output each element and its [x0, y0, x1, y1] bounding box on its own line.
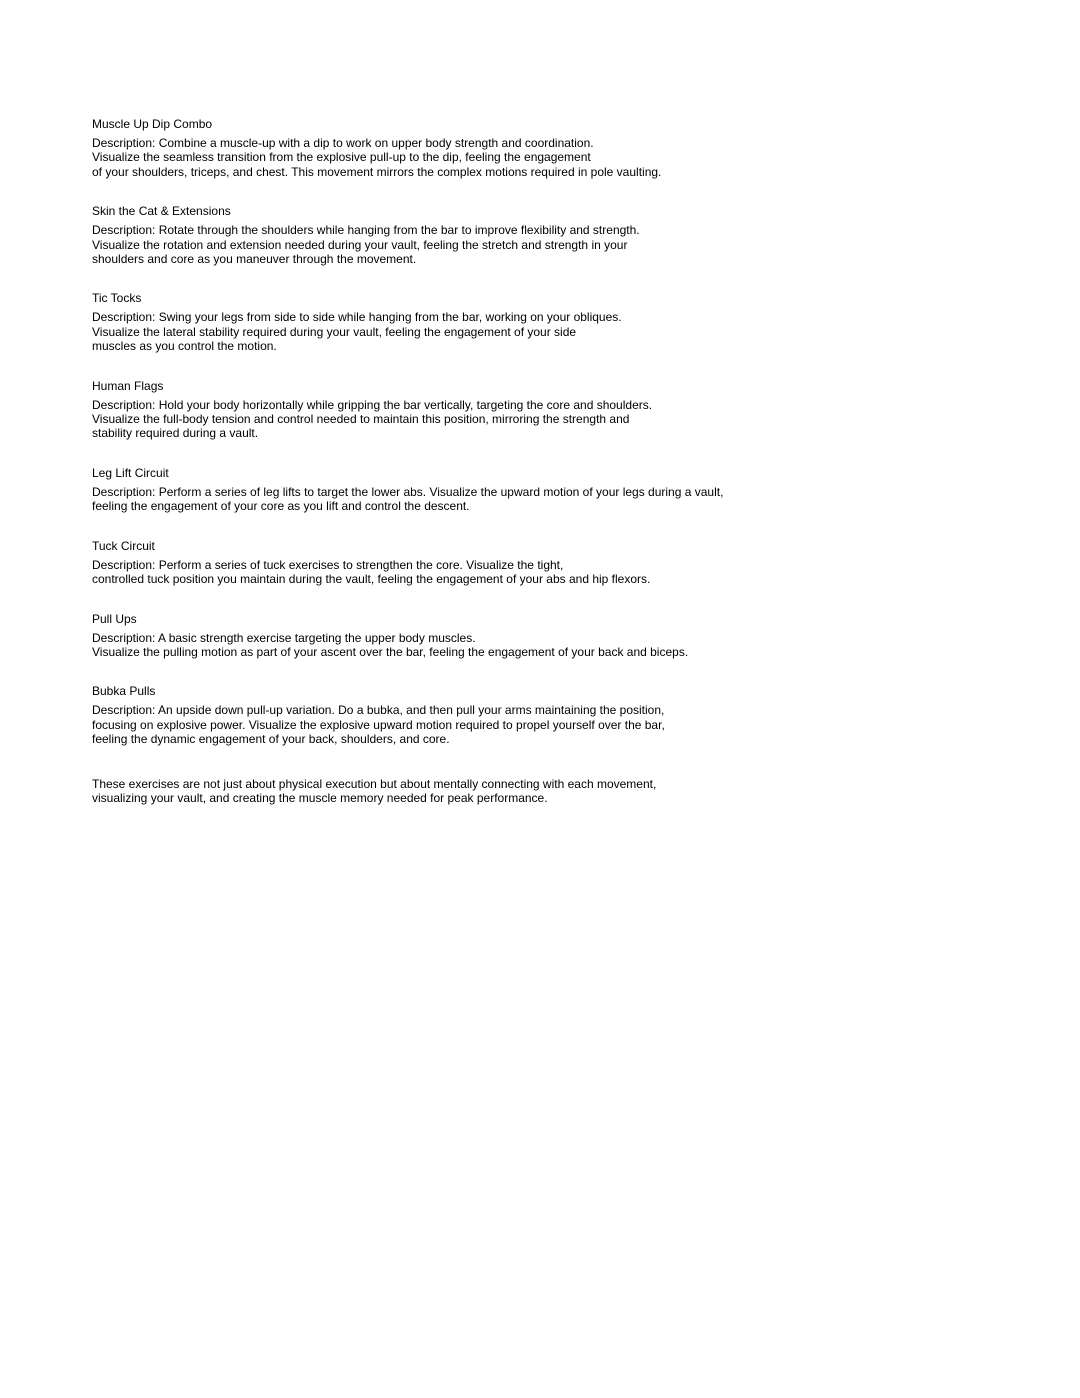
description-line: focusing on explosive power. Visualize the explosive upward motion required to propel yourself over the bar,: [92, 717, 665, 732]
description-line: Description: Perform a series of leg lifts to target the lower abs. Visualize the upward motion of your legs during a vault,: [92, 484, 724, 499]
description-line: Visualize the full-body tension and control needed to maintain this position, mirroring the strength and: [92, 412, 630, 427]
exercise-title: Leg Lift Circuit: [92, 465, 169, 480]
document-page: [92, 117, 992, 805]
exercise-description: [92, 558, 992, 587]
description-line: Visualize the pulling motion as part of your ascent over the bar, feeling the engagement of your back and biceps.: [92, 644, 689, 659]
description-line: Description: Combine a muscle-up with a dip to work on upper body strength and coordination.: [92, 136, 594, 150]
description-line: Description: Perform a series of tuck exercises to strengthen the core. Visualize the tight,: [92, 557, 564, 572]
exercise-title: Bubka Pulls: [92, 684, 156, 699]
exercise-title: Human Flags: [92, 378, 164, 393]
description-line: Description: Rotate through the shoulders while hanging from the bar to improve flexibility and strength.: [92, 223, 640, 238]
description-line: Description: Swing your legs from side to side while hanging from the bar, working on your obliques.: [92, 310, 622, 325]
description-line: Visualize the lateral stability required during your vault, feeling the engagement of your side: [92, 324, 577, 339]
description-line: Description: A basic strength exercise targeting the upper body muscles.: [92, 630, 476, 645]
exercise-list: [92, 117, 992, 747]
description-line: Visualize the seamless transition from the explosive pull-up to the dip, feeling the engagement: [92, 150, 591, 165]
description-line: of your shoulders, triceps, and chest. This movement mirrors the complex motions required in pole vaulting.: [92, 164, 662, 179]
exercise-section: [92, 379, 992, 441]
exercise-title: Muscle Up Dip Combo: [92, 117, 213, 131]
exercise-title: Skin the Cat & Extensions: [92, 204, 231, 219]
exercise-description: [92, 136, 992, 179]
exercise-section: [92, 684, 992, 746]
closing-paragraph: [92, 777, 992, 806]
description-line: feeling the engagement of your core as you lift and control the descent.: [92, 499, 470, 514]
description-line: Description: An upside down pull-up variation. Do a bubka, and then pull your arms maintaining the position,: [92, 703, 665, 718]
description-line: muscles as you control the motion.: [92, 339, 277, 354]
exercise-title: Tic Tocks: [92, 291, 142, 306]
description-line: Description: Hold your body horizontally while gripping the bar vertically, targeting the core and shoulders.: [92, 397, 653, 412]
closing-line: These exercises are not just about physical execution but about mentally connecting with each movement,: [92, 776, 657, 791]
exercise-description: [92, 398, 992, 441]
exercise-section: [92, 466, 992, 514]
description-line: controlled tuck position you maintain during the vault, feeling the engagement of your abs and hip flexors.: [92, 572, 651, 587]
exercise-title: Tuck Circuit: [92, 538, 155, 553]
exercise-section: [92, 612, 992, 660]
exercise-title: Pull Ups: [92, 611, 137, 626]
exercise-section: [92, 291, 992, 353]
description-line: stability required during a vault.: [92, 426, 259, 441]
description-line: feeling the dynamic engagement of your back, shoulders, and core.: [92, 732, 450, 747]
description-line: shoulders and core as you maneuver through the movement.: [92, 252, 417, 267]
description-line: Visualize the rotation and extension needed during your vault, feeling the stretch and strength in your: [92, 237, 628, 252]
exercise-section: [92, 117, 992, 179]
exercise-description: [92, 310, 992, 353]
exercise-section: [92, 539, 992, 587]
exercise-section: [92, 204, 992, 266]
exercise-description: [92, 223, 992, 266]
closing-line: visualizing your vault, and creating the muscle memory needed for peak performance.: [92, 790, 548, 805]
exercise-description: [92, 631, 992, 660]
exercise-description: [92, 703, 992, 746]
exercise-description: [92, 485, 992, 514]
